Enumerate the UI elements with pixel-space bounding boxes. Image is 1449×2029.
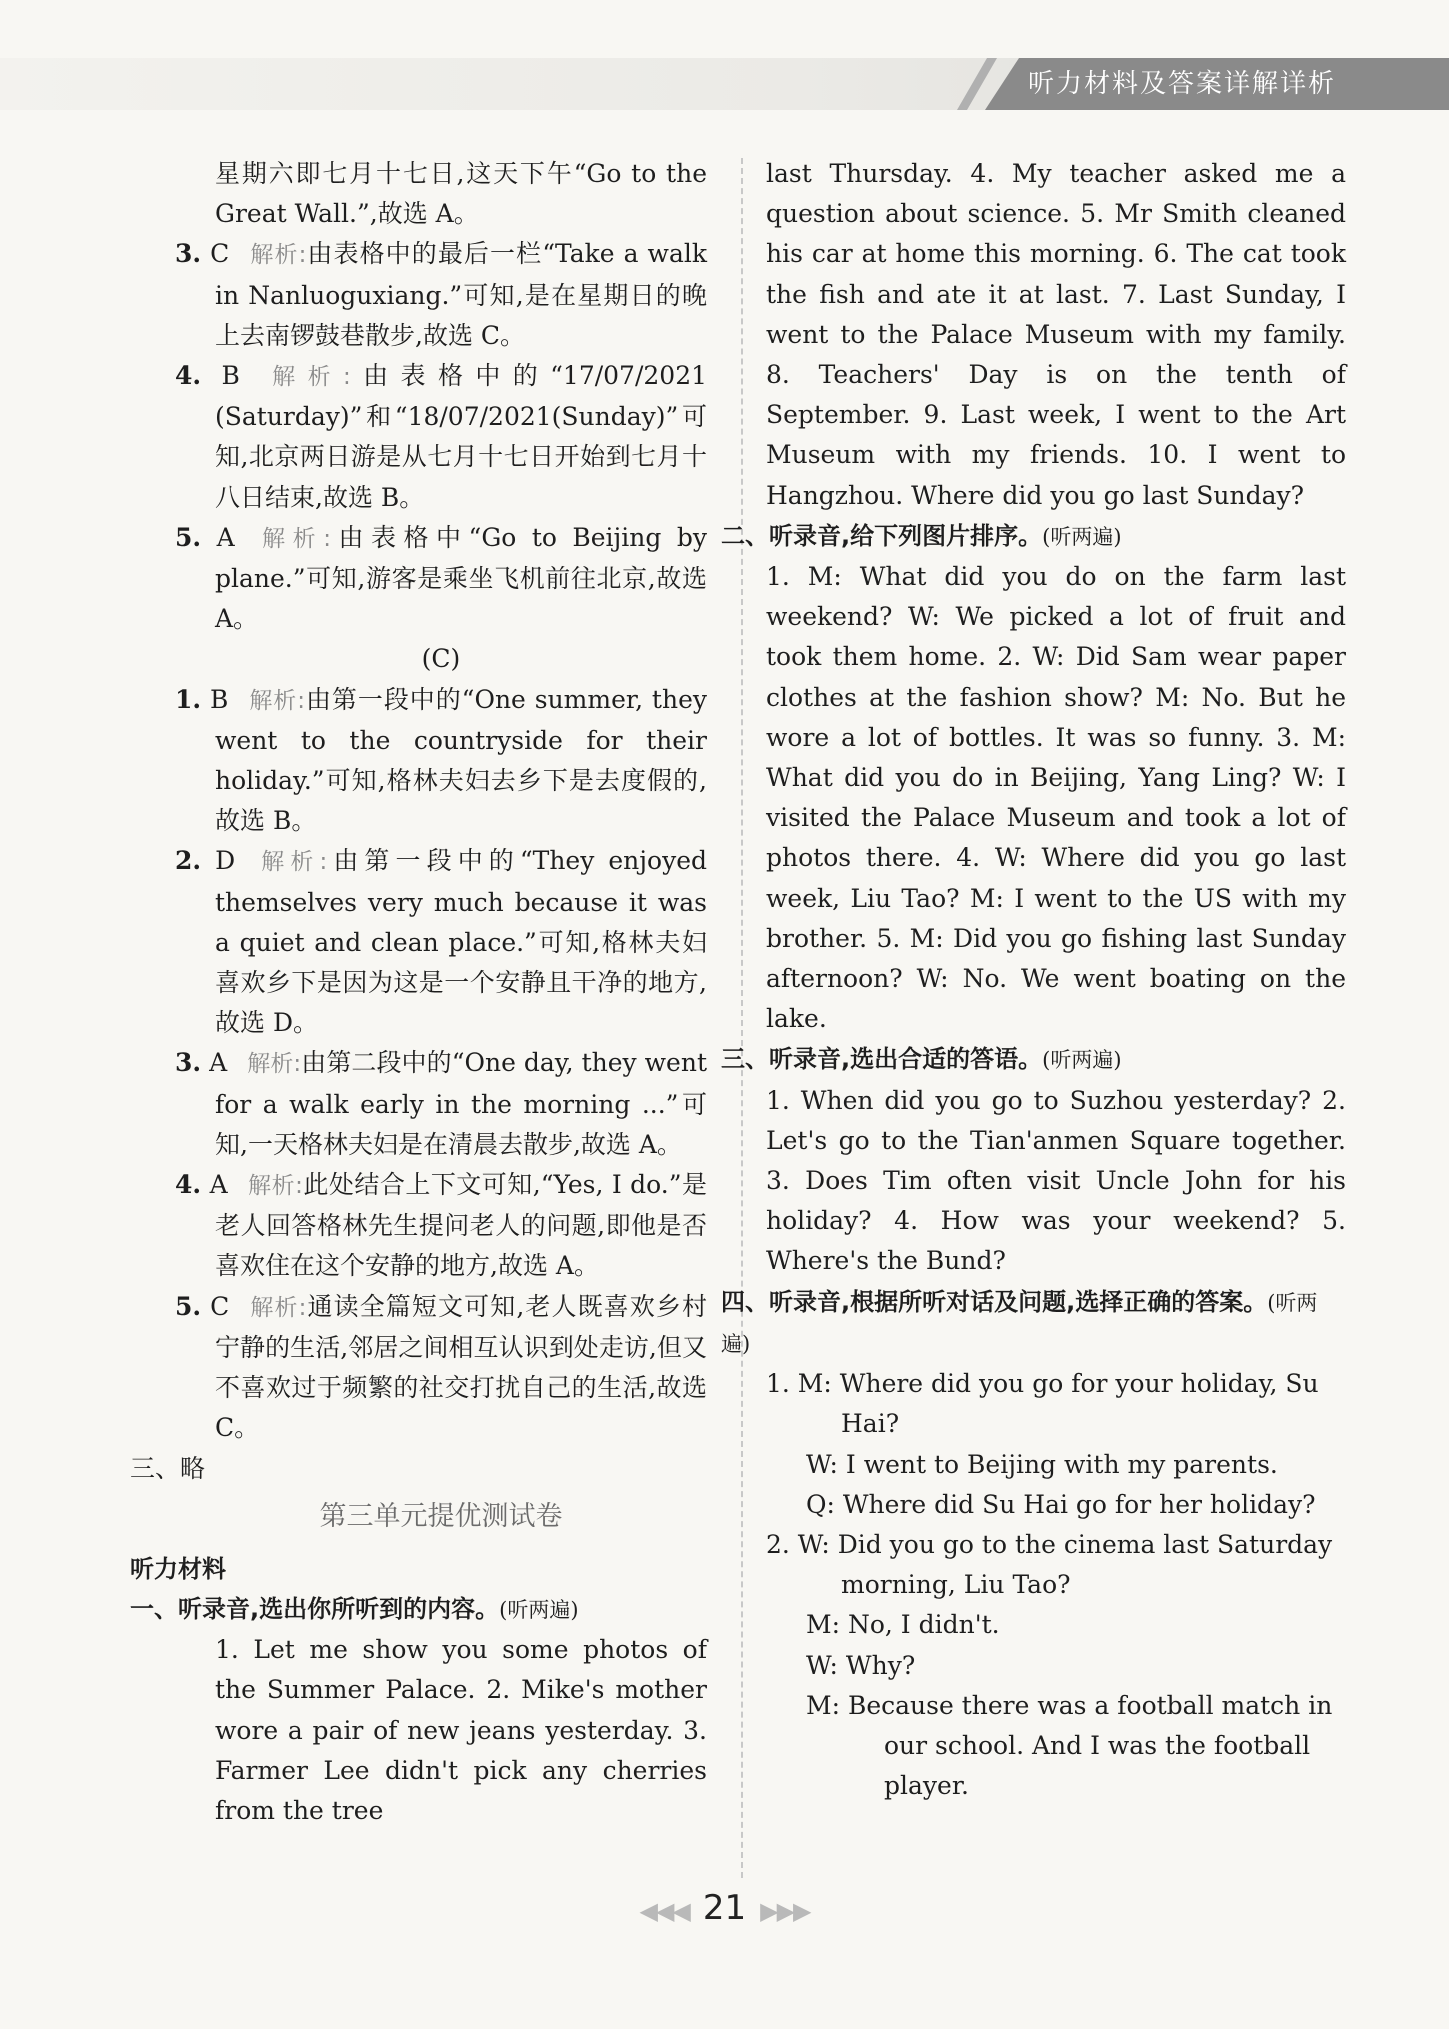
answer-item: 4. B 解析:由表格中的“17/07/2021 (Saturday)”和“18/07/2021(Sunday)”可知,北京两日游是从七月十七日开始到七月十八日结束,故选 B。 [175,361,708,512]
answer-item: 3. C 解析:由表格中的最后一栏“Take a walk in Nanluoguxiang.”可知,是在星期日的晚上去南锣鼓巷散步,故选 C。 [175,239,707,350]
listening-heading: 听力材料 [130,1554,226,1583]
answer-item: 5. A 解析:由表格中“Go to Beijing by plane.”可知,游客是乘坐飞机前往北京,故选 A。 [175,522,707,634]
section-heading: 一、听录音,选出你所听到的内容。(听两遍) [130,1594,579,1623]
page-number: 21 [702,1888,747,1928]
answer-continuation: 星期六即七月十七日,这天下午“Go to the Great Wall.”,故选 A。 [215,159,707,229]
listening-text: last Thursday. 4. My teacher asked me a question about science. 5. Mr Smith cleaned his car at home this morning. 6. The cat took the fish and ate it at last. 7. Last Sunday, I went to the Palace Museum with my family. 8. Teachers' Day is on the tenth of September. 9. Last week, I went to the Art Museum with my friends. 10. I went to Hangzhou. Where did you go last Sunday? [766,159,1346,510]
answer-item: 4. A 解析:此处结合上下文可知,“Yes, I do.”是老人回答格林先生提问老人的问题,即他是否喜欢住在这个安静的地方,故选 A。 [175,1170,708,1281]
column-divider [741,158,743,1878]
dialog-line: M: No, I didn't. [806,1610,1000,1640]
answer-item: 2. D 解析:由第一段中的“They enjoyed themselves very much because it was a quiet and clean place.”可知,格林夫妇喜欢乡下是因为这是一个安静且干净的地方,故选 D。 [175,846,708,1038]
dialog-line: Q: Where did Su Hai go for her holiday? [806,1489,1316,1519]
page-footer [0,1886,1449,1933]
section-c-label: (C) [421,644,461,674]
unit-title: 第三单元提优测试卷 [319,1500,563,1532]
next-arrows-icon: ▶▶▶ [760,1897,810,1925]
listening-text: 1. When did you go to Suzhou yesterday? 2. Let's go to the Tian'anmen Square together. 3. Does Tim often visit Uncle John for his holiday? 4. How was your weekend? 5. Where's the Bund? [766,1085,1346,1276]
dialog-line: W: Why? [806,1650,916,1680]
section-heading: 三、听录音,选出合适的答语。(听两遍) [721,1045,1122,1074]
section-heading: 二、听录音,给下列图片排序。(听两遍) [721,521,1122,550]
answer-item: 1. B 解析:由第一段中的“One summer, they went to the countryside for their holiday.”可知,格林夫妇去乡下是去度假的,故选 B。 [175,684,707,836]
section-heading: 四、听录音,根据所听对话及问题,选择正确的答案。(听两遍) [721,1287,1318,1356]
dialog-line: W: I went to Beijing with my parents. [806,1449,1278,1479]
listening-text: 1. M: What did you do on the farm last weekend? W: We picked a lot of fruit and took them home. 2. W: Did Sam wear paper clothes at the fashion show? M: No. But he wore a lot of bottles. It was so funny. 3. M: What did you do in Beijing, Yang Ling? W: I visited the Palace Museum and took a lot of photos there. 4. W: Where did you go last week, Liu Tao? M: I went to the US with my brother. 5. M: Did you go fishing last Sunday afternoon? W: No. We went boating on the lake. [766,562,1346,1034]
header-title: 听力材料及答案详解详析 [1028,69,1337,99]
prev-arrows-icon: ◀◀◀ [639,1897,689,1925]
left-column [130,154,708,1831]
dialog-line: M: Because there was a football match in our school. And I was the football player. [806,1690,1333,1801]
dialog-line: 2. W: Did you go to the cinema last Saturday morning, Liu Tao? [766,1529,1333,1600]
dialog-line: 1. M: Where did you go for your holiday, Su Hai? [766,1369,1319,1439]
right-column [721,154,1346,1806]
answer-item: 5. C 解析:通读全篇短文可知,老人既喜欢乡村宁静的生活,邻居之间相互认识到处走访,但又不喜欢过于频繁的社交打扰自己的生活,故选 C。 [175,1291,708,1443]
listening-text: 1. Let me show you some photos of the Summer Palace. 2. Mike's mother wore a pair of new jeans yesterday. 3. Farmer Lee didn't pick any cherries from the tree [215,1635,707,1825]
section-three-omitted: 三、略 [130,1453,206,1483]
answer-item: 3. A 解析:由第二段中的“One day, they went for a walk early in the morning ...”可知,一天格林夫妇是在清晨去散步,故选 A。 [175,1048,708,1159]
